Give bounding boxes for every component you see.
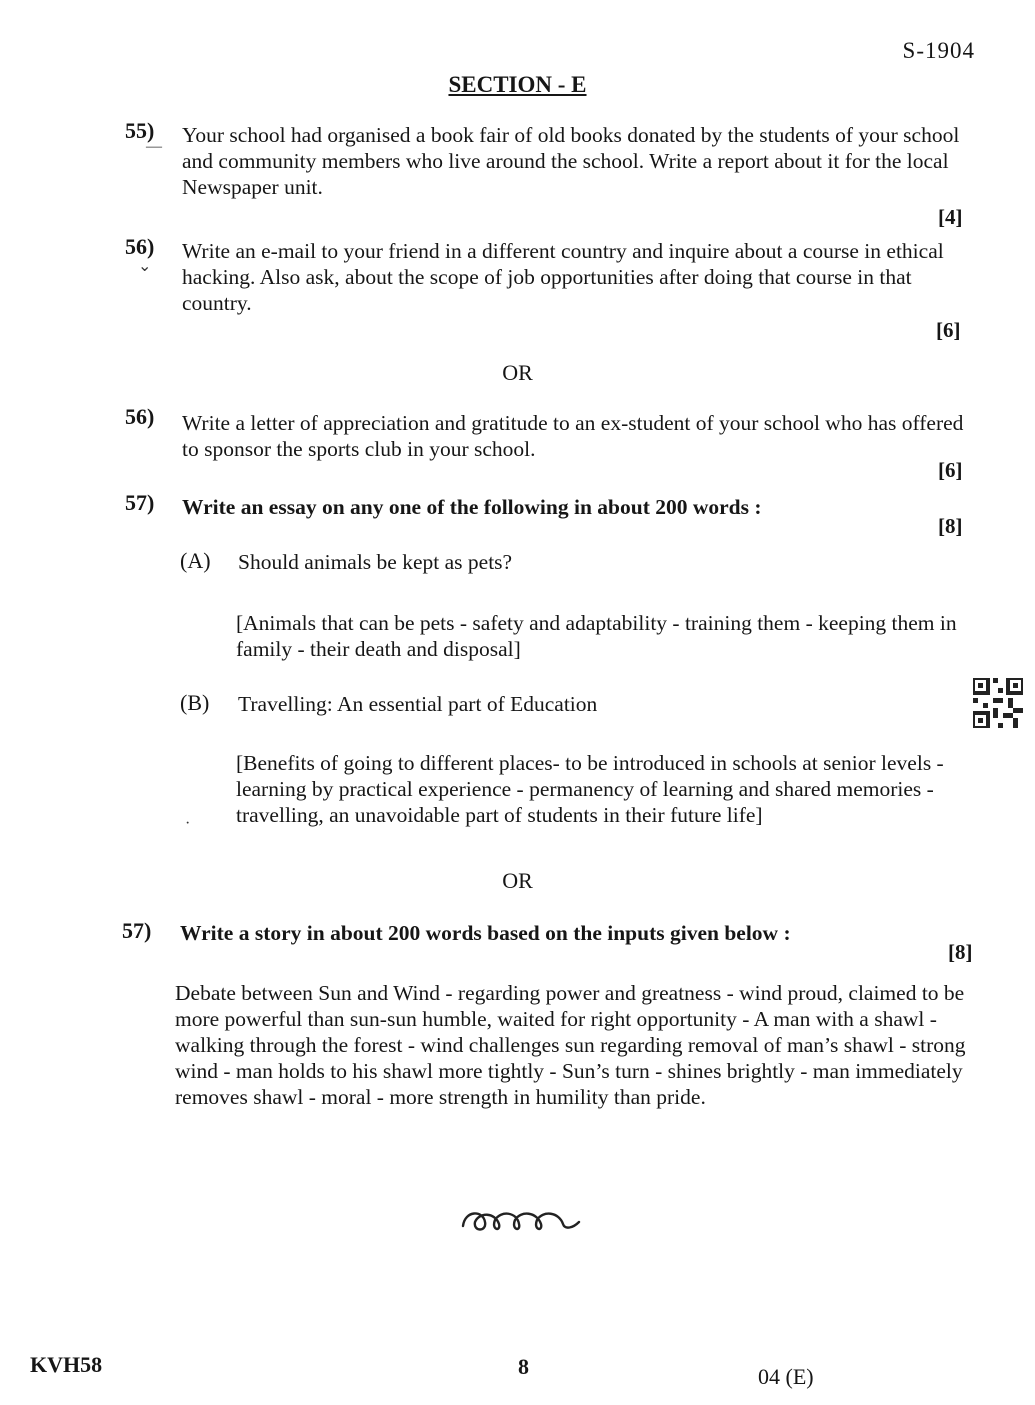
question-text: Write a story in about 200 words based on the inputs given below : — [180, 921, 791, 945]
ornament-divider-icon — [455, 1198, 585, 1238]
question-text: Write an essay on any one of the following in about 200 words : — [182, 495, 762, 519]
option-hint: [Animals that can be pets - safety and adaptability - training them - keeping them in family - their death and disposal] — [236, 611, 957, 661]
option-hint: [Benefits of going to different places- to be introduced in schools at senior levels - learning by practical experience - permanency of learning and shared memories - travelling, an unavoidable part of students in their future life] — [236, 751, 944, 827]
paper-code: S-1904 — [902, 38, 975, 63]
question-text: Your school had organised a book fair of old books donated by the students of your school and community members who live around the school. Write a report about it for the local Newspaper unit. — [182, 123, 960, 199]
or-divider: OR — [502, 868, 533, 893]
question-marks: [4] — [938, 205, 963, 229]
question-number: 55) — [125, 118, 155, 143]
story-inputs: Debate between Sun and Wind - regarding power and greatness - wind proud, claimed to be more powerful than sun-sun humble, waited for right opportunity - A man with a shawl - walking through the forest - wind challenges sun regarding removal of man’s shawl - strong wind - man holds to his shawl more tightly - Sun’s turn - shines brightly - man immediately removes shawl - moral - more strength in humility than pride. — [175, 981, 966, 1109]
tick-mark: ― — [146, 138, 162, 155]
question-number: 57) — [125, 490, 155, 515]
question-number: 56) — [125, 234, 155, 259]
option-label: (A) — [180, 548, 211, 573]
question-text: Write a letter of appreciation and gratitude to an ex-student of your school who has offered to sponsor the sports club in your school. — [182, 411, 964, 461]
question-marks: [6] — [936, 318, 961, 342]
section-title: SECTION - E — [448, 72, 587, 97]
question-marks: [6] — [938, 458, 963, 482]
question-marks: [8] — [948, 940, 973, 964]
footer-code: KVH58 — [30, 1352, 103, 1377]
footer-right: 04 (E) — [758, 1364, 814, 1389]
option-title: Travelling: An essential part of Education — [238, 692, 598, 716]
qr-code-icon — [973, 678, 1023, 728]
question-number: 57) — [122, 918, 152, 943]
tick-mark: ⌄ — [138, 258, 152, 275]
option-title: Should animals be kept as pets? — [238, 550, 513, 574]
question-text: Write an e-mail to your friend in a different country and inquire about a course in ethical hacking. Also ask, about the scope of job opportunities after doing that course in that country. — [182, 239, 944, 315]
page-number: 8 — [518, 1354, 529, 1379]
stray-dot: · — [185, 815, 191, 832]
question-marks: [8] — [938, 514, 963, 538]
option-label: (B) — [180, 690, 210, 715]
or-divider: OR — [502, 360, 533, 385]
question-number: 56) — [125, 404, 155, 429]
